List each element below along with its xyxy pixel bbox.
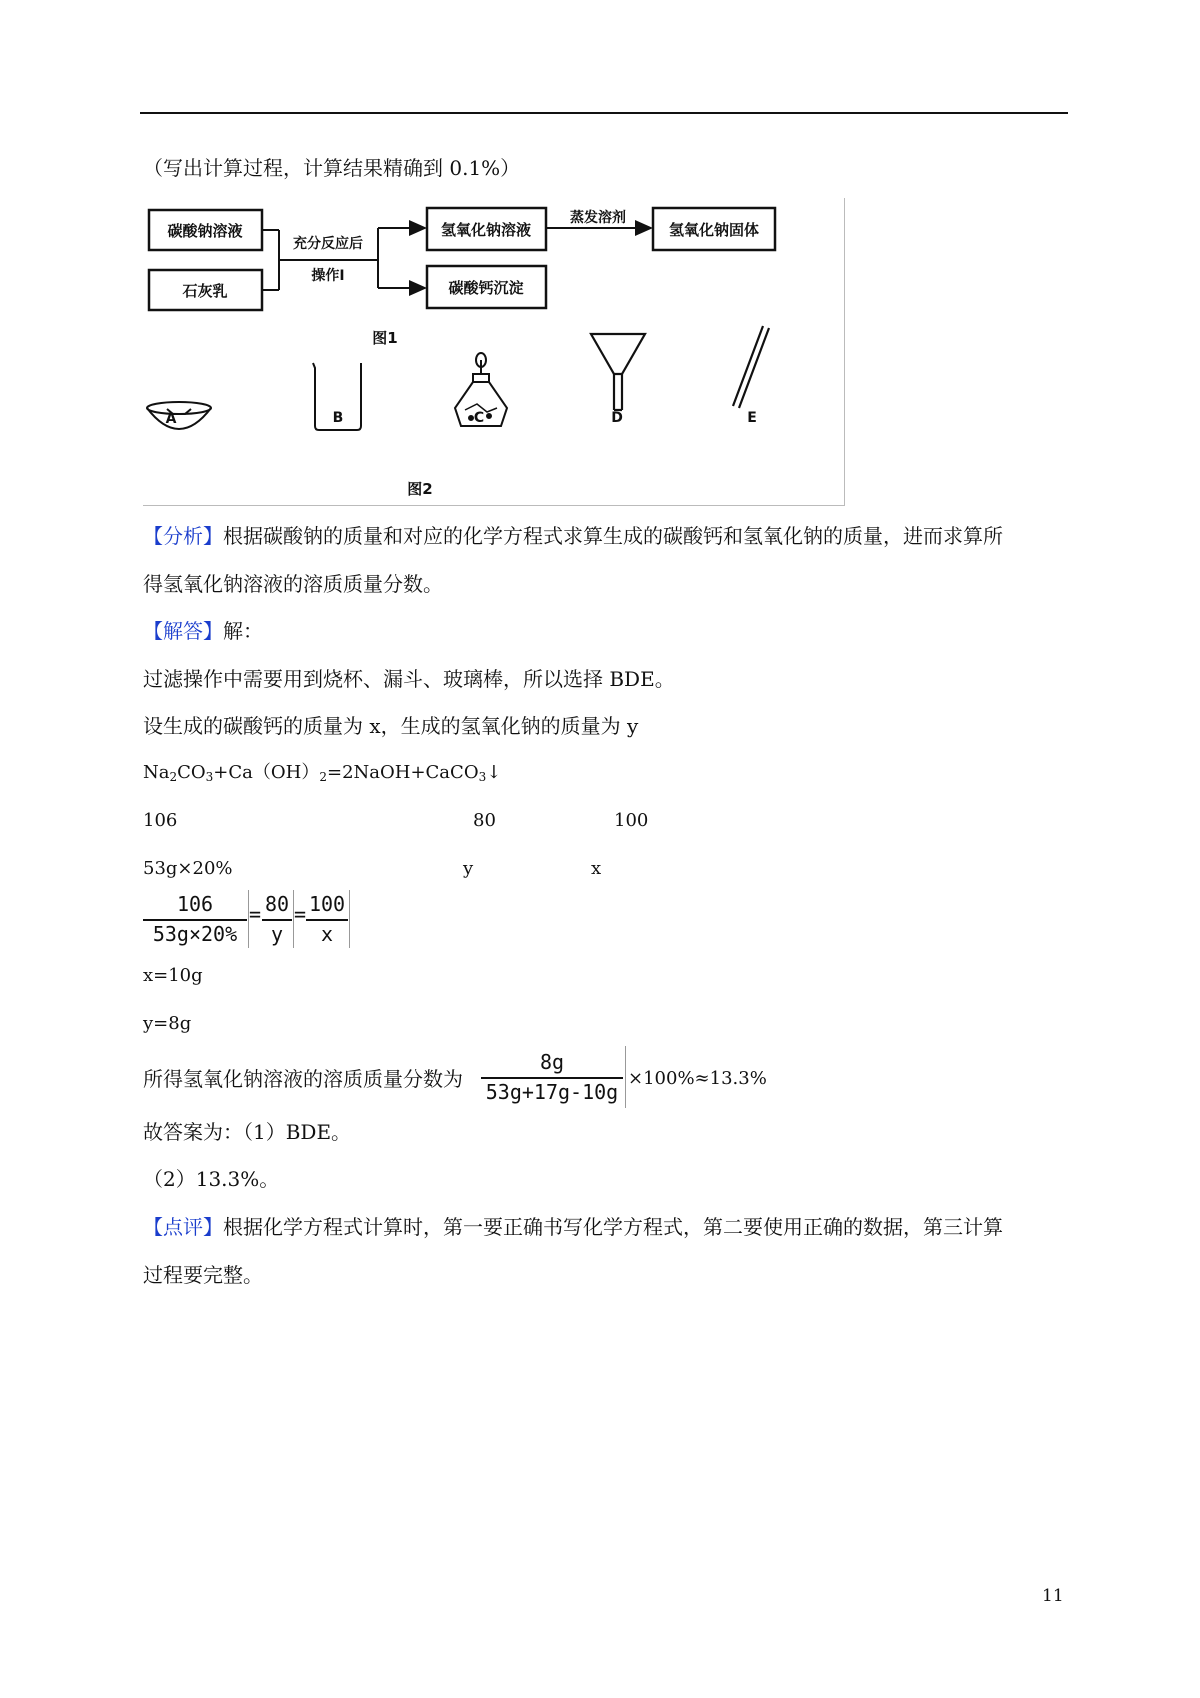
intro-note: （写出计算过程，计算结果精确到 0.1%） xyxy=(143,156,521,180)
amount-x: x xyxy=(591,858,602,879)
y-result: y=8g xyxy=(143,1013,192,1034)
comment-line-2: 过程要完整。 xyxy=(143,1263,263,1287)
evaporating-dish-icon xyxy=(147,402,211,429)
arrow-label-evaporate: 蒸发溶剂 xyxy=(570,210,626,226)
equals-1: = xyxy=(249,902,262,926)
fraction-106-den: 53g×20% xyxy=(152,922,238,946)
let-line: 设生成的碳酸钙的质量为 x，生成的氢氧化钠的质量为 y xyxy=(143,714,639,738)
analysis-tag: 【分析】 xyxy=(143,524,223,548)
figure2-caption: 图2 xyxy=(407,480,433,498)
fraction-106-num: 106 xyxy=(176,892,214,916)
solution-start: 解： xyxy=(223,619,263,643)
eq-part-3: +Ca（OH） xyxy=(213,762,320,783)
analysis-text-1: 根据碳酸钠的质量和对应的化学方程式求算生成的碳酸钙和氢氧化钠的质量，进而求算所 xyxy=(223,524,1003,548)
page-number: 11 xyxy=(1042,1586,1064,1606)
apparatus-label-b: B xyxy=(332,410,344,426)
comment-tag: 【点评】 xyxy=(143,1215,223,1239)
x-result: x=10g xyxy=(143,965,203,986)
comment-text-1: 根据化学方程式计算时，第一要正确书写化学方程式，第二要使用正确的数据，第三计算 xyxy=(223,1215,1003,1239)
mass-106: 106 xyxy=(143,810,178,831)
fraction-100 xyxy=(306,890,348,948)
eq-part-5: ↓ xyxy=(486,762,502,783)
fraction-80-den: y xyxy=(270,922,284,946)
fraction-100-num: 100 xyxy=(308,892,346,916)
eq-sub-1: 2 xyxy=(169,770,178,784)
arrow-label-operation: 操作Ⅰ xyxy=(311,268,345,284)
eq-sub-3: 2 xyxy=(319,770,327,784)
apparatus-label-e: E xyxy=(747,410,757,426)
arrow-label-react: 充分反应后 xyxy=(293,236,363,252)
apparatus-label-c: C xyxy=(473,410,485,426)
figure1-caption: 图1 xyxy=(372,329,398,347)
apparatus-label-a: A xyxy=(165,411,177,427)
fraction-106 xyxy=(143,890,247,948)
label-lime-milk: 石灰乳 xyxy=(182,282,228,300)
amount-known: 53g×20% xyxy=(143,858,233,879)
answer-2: （2）13.3%。 xyxy=(143,1167,280,1191)
mass-fraction-den: 53g+17g-10g xyxy=(485,1080,619,1104)
mass-fraction xyxy=(481,1046,623,1108)
fraction-tail: ×100%≈13.3% xyxy=(628,1068,767,1089)
figure-panel xyxy=(143,198,845,506)
apparatus-label-d: D xyxy=(611,410,623,426)
mass-100: 100 xyxy=(614,810,649,831)
eq-sub-2: 3 xyxy=(205,770,214,784)
mass-fraction-num: 8g xyxy=(539,1050,565,1074)
filter-line: 过滤操作中需要用到烧杯、漏斗、玻璃棒，所以选择 BDE。 xyxy=(143,667,675,691)
fraction-lead: 所得氢氧化钠溶液的溶质质量分数为 xyxy=(143,1067,463,1091)
funnel-icon xyxy=(591,334,645,410)
figure-svg xyxy=(143,198,844,505)
eq-part-1: Na xyxy=(143,762,170,783)
amount-y: y xyxy=(463,858,474,879)
comment-line-1 xyxy=(143,1213,1003,1241)
glass-rod-icon xyxy=(733,326,769,408)
analysis-line-1 xyxy=(143,522,1003,550)
label-sodium-hydroxide-solution: 氢氧化钠溶液 xyxy=(440,221,532,239)
mass-80: 80 xyxy=(473,810,496,831)
analysis-line-2: 得氢氧化钠溶液的溶质质量分数。 xyxy=(143,572,443,596)
label-sodium-hydroxide-solid: 氢氧化钠固体 xyxy=(668,221,760,239)
eq-sub-4: 3 xyxy=(478,770,487,784)
answer-1: 故答案为：（1）BDE。 xyxy=(143,1120,352,1144)
reaction-equation xyxy=(143,759,501,791)
header-rule xyxy=(140,112,1068,114)
eq-part-2: CO xyxy=(177,762,206,783)
solution-heading xyxy=(143,617,263,645)
fraction-100-den: x xyxy=(320,922,334,946)
label-sodium-carbonate: 碳酸钠溶液 xyxy=(167,222,243,240)
fraction-80-num: 80 xyxy=(264,892,290,916)
fraction-80 xyxy=(262,890,292,948)
eq-part-4: =2NaOH+CaCO xyxy=(326,762,479,783)
solution-tag: 【解答】 xyxy=(143,619,223,643)
equals-2: = xyxy=(294,902,307,926)
label-calcium-carbonate-precipitate: 碳酸钙沉淀 xyxy=(448,279,524,297)
